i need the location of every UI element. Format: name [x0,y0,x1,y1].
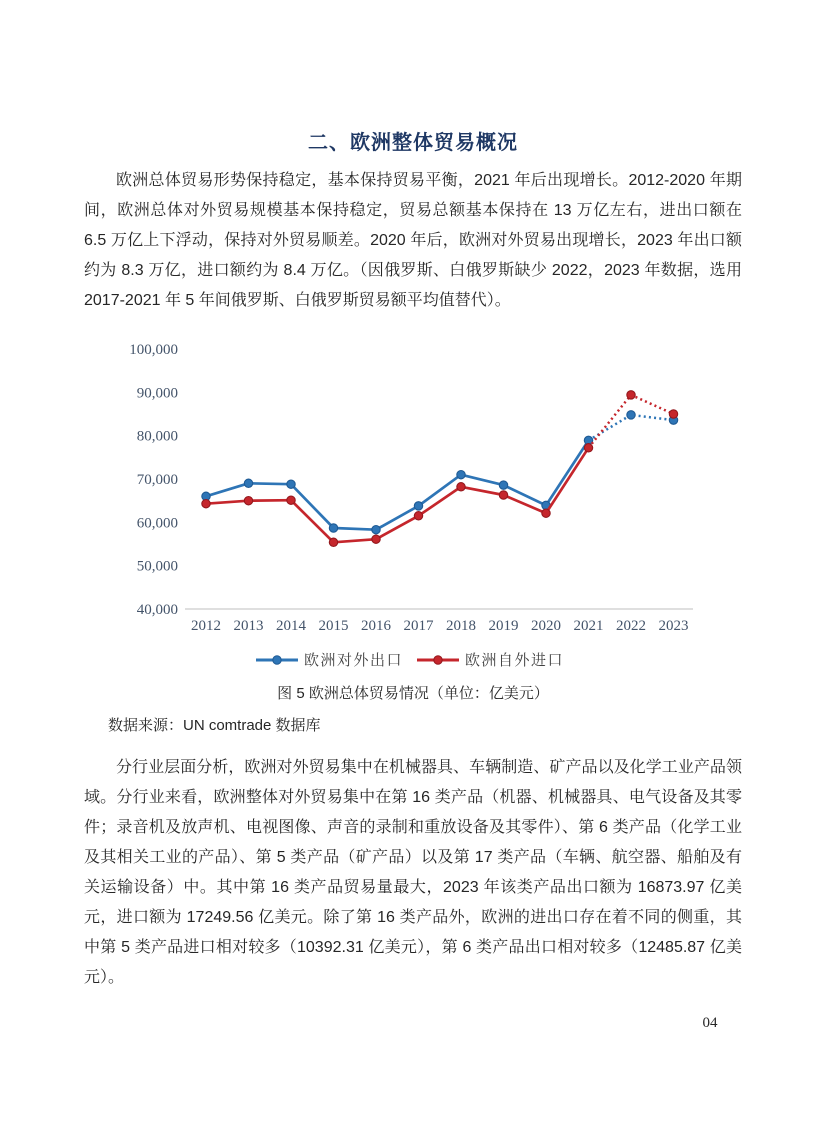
data-point-marker [457,483,465,491]
series-line-solid [206,440,589,529]
x-axis-tick-label: 2014 [276,618,306,634]
data-point-marker [414,502,422,510]
trade-chart-plot [100,338,720,638]
x-axis-tick-label: 2018 [446,618,476,634]
x-axis-tick-label: 2023 [658,618,689,634]
y-axis-tick-label: 70,000 [136,472,178,488]
x-axis-tick-label: 2013 [233,618,264,634]
legend-dot [273,655,281,663]
page-number: 04 [702,1015,718,1031]
data-point-marker [457,471,465,479]
data-point-marker [499,491,507,499]
data-point-marker [372,526,380,534]
x-axis-tick-label: 2019 [488,618,519,634]
x-axis-tick-label: 2016 [361,618,391,634]
data-point-marker [329,524,337,532]
data-point-marker [627,391,635,399]
data-point-marker [627,411,635,419]
chart-legend [100,649,720,670]
x-axis-tick-label: 2021 [573,618,604,634]
legend-marker-icon [417,654,459,666]
legend-dot [434,655,442,663]
data-point-marker [287,496,295,504]
paragraph-industry-analysis: 分行业层面分析，欧洲对外贸易集中在机械器具、车辆制造、矿产品以及化学工业产品领域。分行业来看，欧洲整体对外贸易集中在第 16 类产品（机器、机械器具、电气设备及其零件；录音机及放声机、电视图像、声音的录制和重放设备及其零件）、第 6 类产品（化学工业及其相关工业的产品）、第 5 类产品（矿产品）以及第 17 类产品（车辆、航空器、船舶及有关运输设备）中。其中第 16 类产品贸易量最大，2023 年该类产品出口额为 16873.97 亿美元，进口额为 17249.56 亿美元。除了第 16 类产品外，欧洲的进出口存在着不同的侧重，其中第 5 类产品进口相对较多（10392.31 亿美元），第 6 类产品出口相对较多（12485.87 亿美元）。 [84,759,742,986]
section-title: 二、欧洲整体贸易概况 [308,132,518,154]
paragraph-trade-overview: 欧洲总体贸易形势保持稳定，基本保持贸易平衡，2021 年后出现增长。2012-2020 年期间，欧洲总体对外贸易规模基本保持稳定，贸易总额基本保持在 13 万亿左右，进出口额在 6.5 万亿上下浮动，保持对外贸易顺差。2020 年后，欧洲对外贸易出现增长，2023 年出口额约为 8.3 万亿，进口额约为 8.4 万亿。（因俄罗斯、白俄罗斯缺少 2022，2023 年数据，选用 2017-2021 年 5 年间俄罗斯、白俄罗斯贸易额平均值替代）。 [84,172,742,309]
y-axis-tick-label: 50,000 [136,558,178,575]
series-line-dotted [589,395,674,448]
data-point-marker [287,480,295,488]
y-axis-tick-label: 90,000 [136,385,178,402]
legend-item [256,649,403,670]
data-point-marker [372,535,380,543]
y-axis-tick-label: 100,000 [129,342,178,358]
y-axis-tick-label: 80,000 [136,428,178,445]
x-axis-tick-label: 2022 [616,618,646,634]
y-axis-tick-label: 40,000 [136,602,178,618]
x-axis-tick-label: 2015 [318,618,349,634]
legend-marker-icon [256,654,298,666]
data-point-marker [542,509,550,517]
series-line-solid [206,448,589,543]
trade-chart [100,338,720,670]
data-point-marker [669,410,677,418]
data-point-marker [499,481,507,489]
x-axis-tick-label: 2020 [531,618,561,634]
x-axis-tick-label: 2012 [191,618,221,634]
data-point-marker [329,538,337,546]
y-axis-tick-label: 60,000 [136,515,178,532]
data-point-marker [202,500,210,508]
data-source-note: 数据来源：UN comtrade 数据库 [108,717,321,734]
data-point-marker [414,512,422,520]
legend-label: 欧洲对外出口 [303,653,403,669]
data-point-marker [584,444,592,452]
legend-item [417,649,564,670]
x-axis-tick-label: 2017 [403,618,434,634]
legend-label: 欧洲自外进口 [465,653,565,669]
figure-caption: 图 5 欧洲总体贸易情况（单位：亿美元） [277,685,549,702]
data-point-marker [244,479,252,487]
data-point-marker [244,497,252,505]
